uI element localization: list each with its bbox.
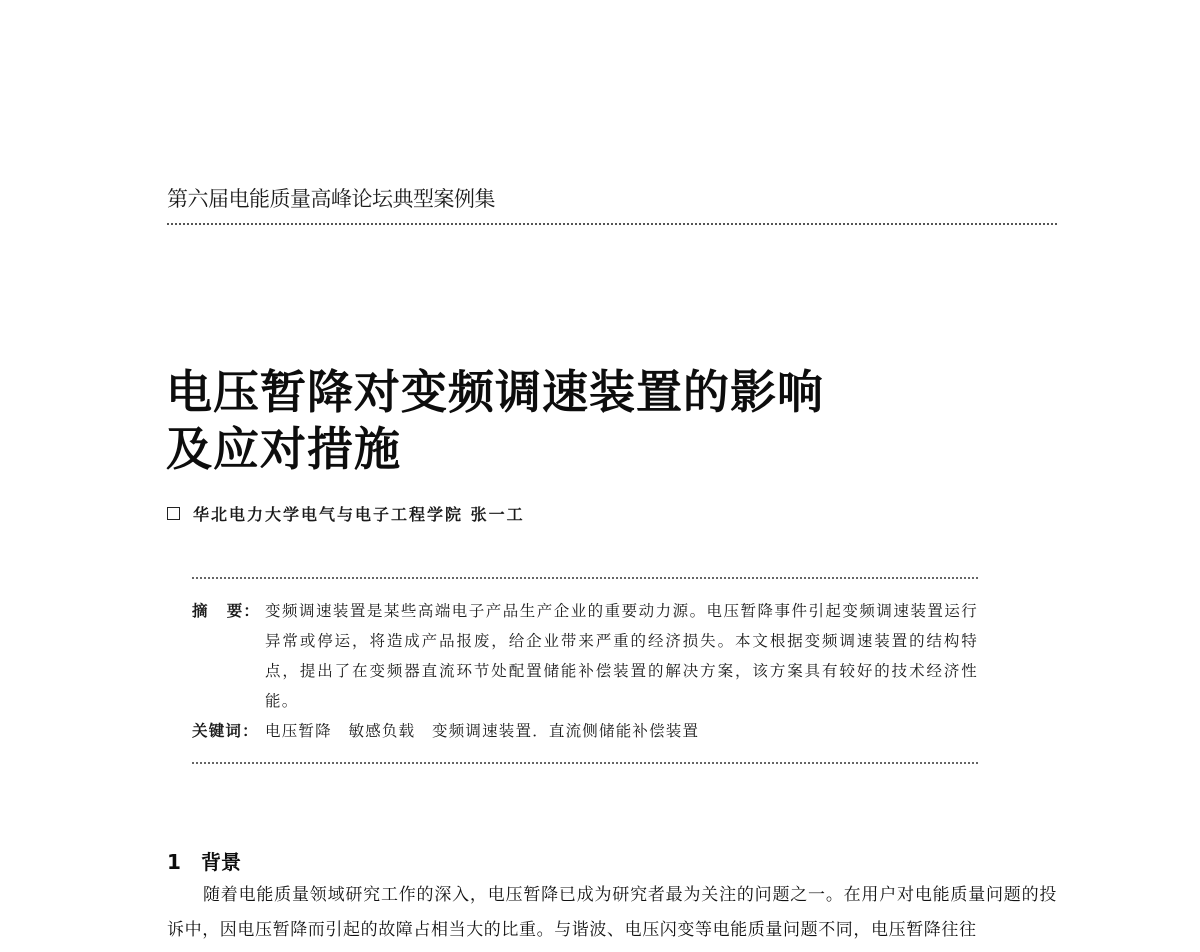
abstract-label-part2: 要： [226,602,261,620]
abstract-label [192,596,265,716]
body-paragraph: 随着电能质量领域研究工作的深入，电压暂降已成为研究者最为关注的问题之一。在用户对电能质量问题的投诉中，因电压暂降而引起的故障占相当大的比重。与谐波、电压闪变等电能质量问题不同，电压暂降往往 [167,885,1057,940]
section-number: 1 [167,850,181,874]
keywords-row [192,716,978,746]
header-divider [167,223,1057,225]
abstract-block [192,596,978,746]
abstract-text: 变频调速装置是某些高端电子产品生产企业的重要动力源。电压暂降事件引起变频调速装置运行异常或停运，将造成产品报废，给企业带来严重的经济损失。本文根据变频调速装置的结构特点，提出了在变频器直流环节处配置储能补偿装置的解决方案，该方案具有较好的技术经济性能。 [265,602,978,710]
section-heading [167,846,241,875]
section-title-text: 背景 [201,850,241,874]
abstract-bottom-divider [192,762,978,764]
abstract-row [192,596,978,716]
abstract-label-part1: 摘 [192,602,209,620]
keywords-label: 关键词： [192,722,259,740]
keywords-text: 电压暂降 敏感负载 变频调速装置．直流侧储能补偿装置 [265,722,700,740]
title-line-1: 电压暂降对变频调速装置的影响 [166,365,824,419]
abstract-top-divider [192,577,978,579]
article-title [166,364,824,478]
author-affiliation [167,502,525,525]
running-head: 第六届电能质量高峰论坛典型案例集 [167,187,495,211]
author-text: 华北电力大学电气与电子工程学院 张一工 [193,505,525,524]
title-line-2: 及应对措施 [166,422,401,476]
square-bullet-icon [167,507,180,520]
